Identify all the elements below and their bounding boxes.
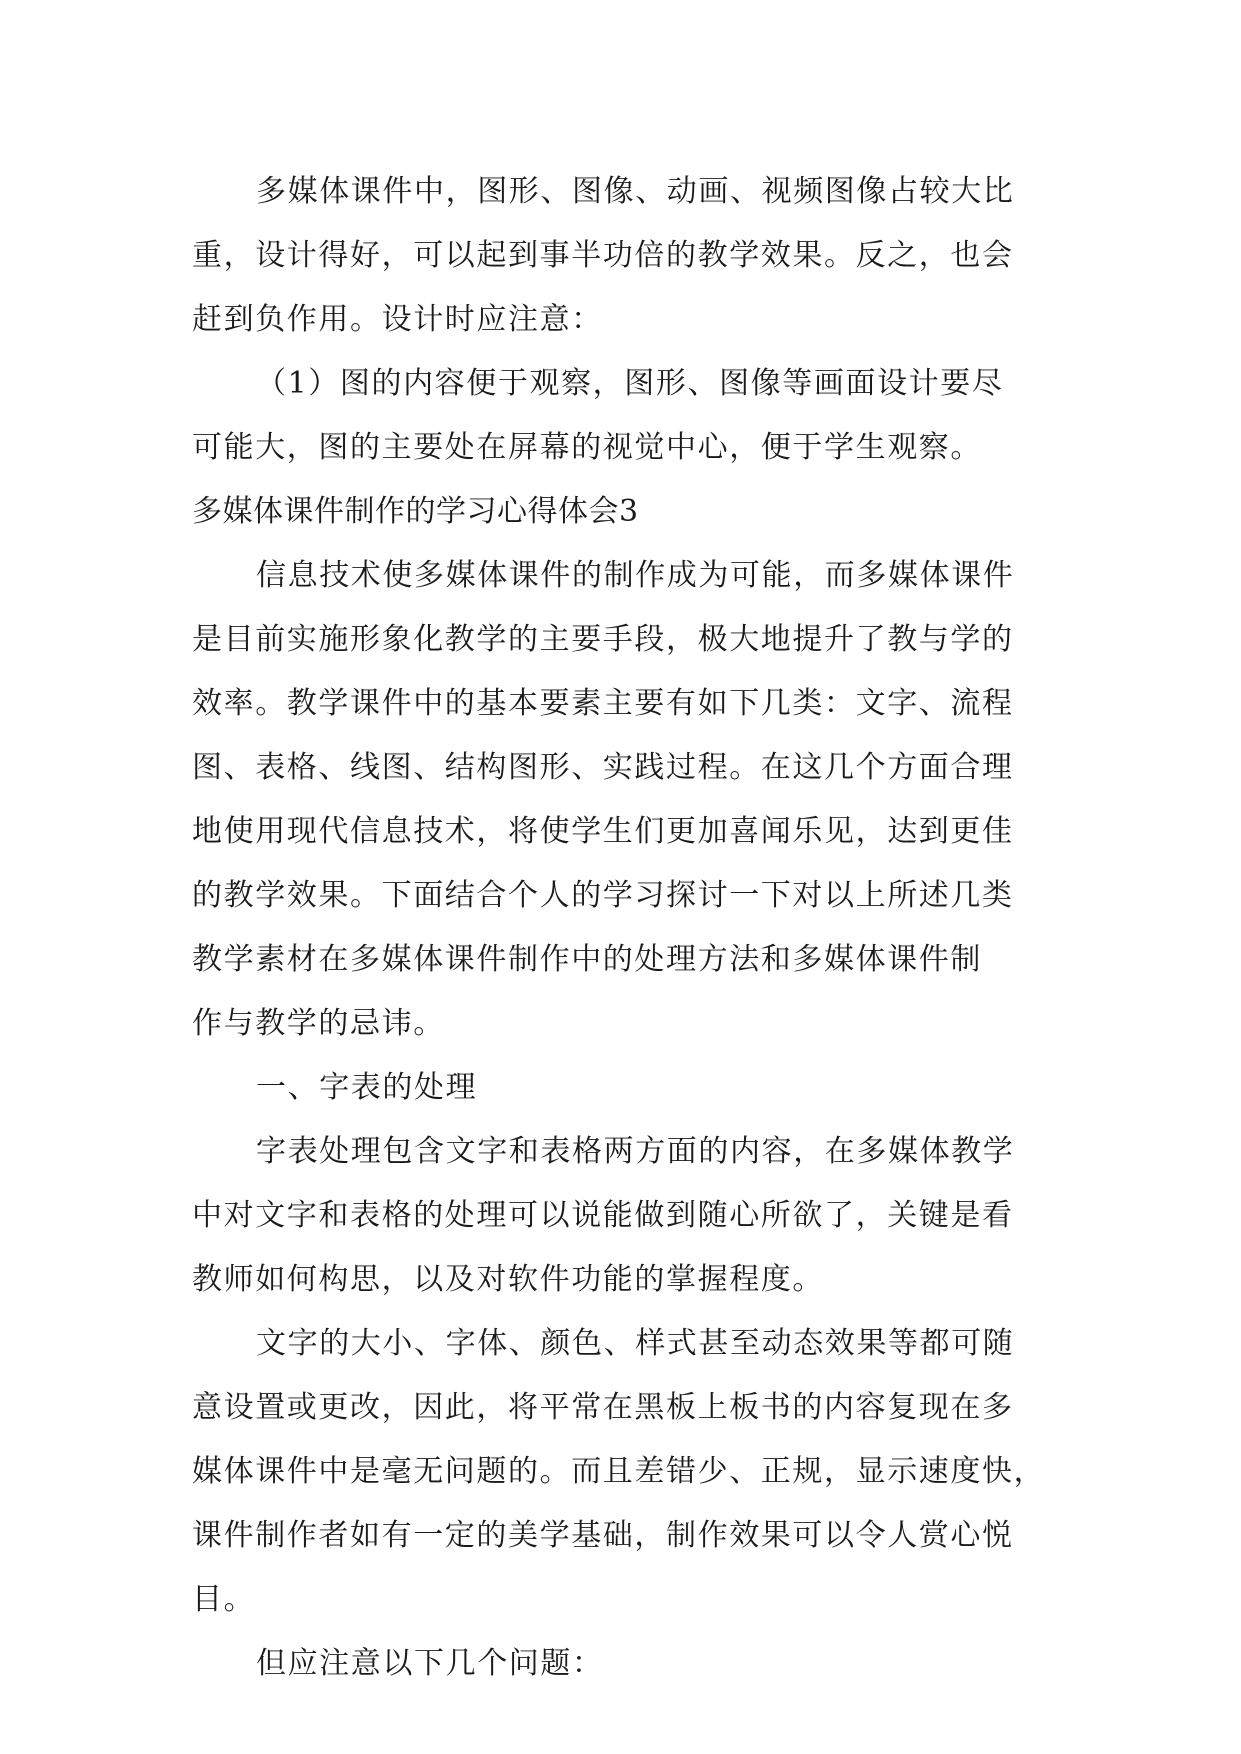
paragraph-line: 赶到负作用。设计时应注意： bbox=[192, 302, 603, 337]
paragraph-line: 媒体课件中是毫无问题的。而且差错少、正规，显示速度快， bbox=[192, 1454, 1046, 1489]
paragraph-line: 字表处理包含文字和表格两方面的内容，在多媒体教学 bbox=[256, 1134, 1015, 1169]
subsection-heading: 一、字表的处理 bbox=[256, 1070, 478, 1105]
paragraph-line: 教学素材在多媒体课件制作中的处理方法和多媒体课件制 bbox=[192, 942, 982, 977]
paragraph-line: 中对文字和表格的处理可以说能做到随心所欲了，关键是看 bbox=[192, 1198, 1014, 1233]
paragraph-line: 目。 bbox=[192, 1582, 256, 1617]
list-item-line: 可能大，图的主要处在屏幕的视觉中心，便于学生观察。 bbox=[192, 430, 982, 465]
paragraph-line: 效率。教学课件中的基本要素主要有如下几类：文字、流程 bbox=[192, 686, 1014, 721]
paragraph-line: 作与教学的忌讳。 bbox=[192, 1006, 445, 1041]
section-heading: 多媒体课件制作的学习心得体会3 bbox=[192, 494, 639, 529]
paragraph-line: 信息技术使多媒体课件的制作成为可能，而多媒体课件 bbox=[256, 558, 1015, 593]
paragraph-line: 图、表格、线图、结构图形、实践过程。在这几个方面合理 bbox=[192, 750, 1014, 785]
paragraph-line: 是目前实施形象化教学的主要手段，极大地提升了教与学的 bbox=[192, 622, 1014, 657]
paragraph-line: 的教学效果。下面结合个人的学习探讨一下对以上所述几类 bbox=[192, 878, 1014, 913]
paragraph-line: 意设置或更改，因此，将平常在黑板上板书的内容复现在多 bbox=[192, 1390, 1014, 1425]
list-item-line: （1）图的内容便于观察，图形、图像等画面设计要尽 bbox=[256, 366, 1004, 401]
paragraph-line: 地使用现代信息技术，将使学生们更加喜闻乐见，达到更佳 bbox=[192, 814, 1014, 849]
paragraph-line: 重，设计得好，可以起到事半功倍的教学效果。反之，也会 bbox=[192, 238, 1014, 273]
paragraph-line: 但应注意以下几个问题： bbox=[256, 1646, 604, 1681]
paragraph-line: 课件制作者如有一定的美学基础，制作效果可以令人赏心悦 bbox=[192, 1518, 1014, 1553]
paragraph-line: 教师如何构思，以及对软件功能的掌握程度。 bbox=[192, 1262, 824, 1297]
paragraph-line: 多媒体课件中，图形、图像、动画、视频图像占较大比 bbox=[256, 174, 1015, 209]
document-page bbox=[192, 160, 1050, 1696]
paragraph-line: 文字的大小、字体、颜色、样式甚至动态效果等都可随 bbox=[256, 1326, 1015, 1361]
